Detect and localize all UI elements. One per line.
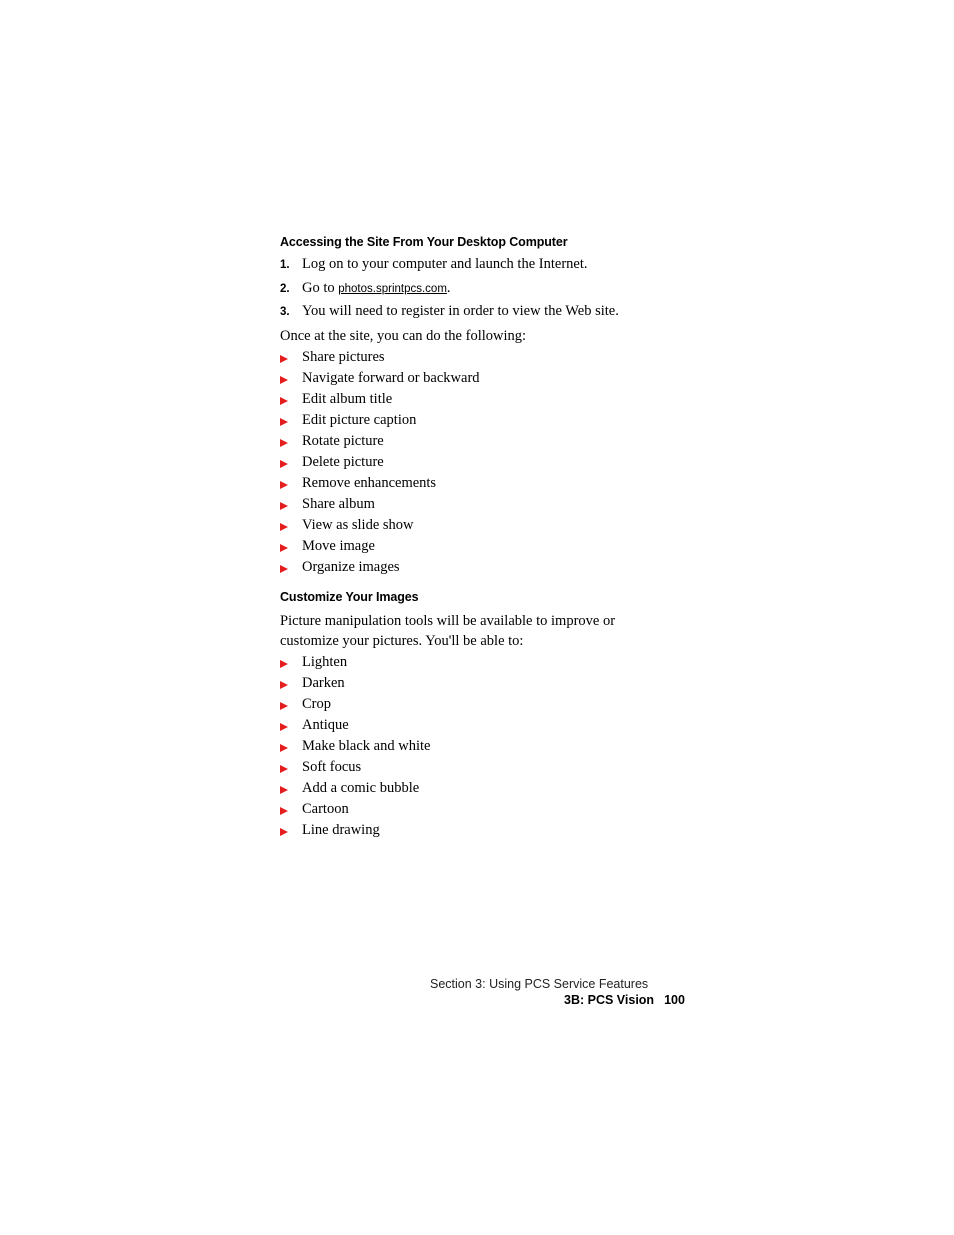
step-3 xyxy=(280,303,619,320)
step-number: 2. xyxy=(280,283,290,295)
right-triangle-icon xyxy=(280,723,288,731)
customize-paragraph: Picture manipulation tools will be available to improve or customize your pictures. You'll be able to: xyxy=(280,613,616,649)
footer-chapter-line xyxy=(564,993,685,1007)
right-triangle-icon xyxy=(280,439,288,447)
right-triangle-icon xyxy=(280,397,288,405)
right-triangle-icon xyxy=(280,460,288,468)
right-triangle-icon xyxy=(280,807,288,815)
right-triangle-icon xyxy=(280,828,288,836)
right-triangle-icon xyxy=(280,502,288,510)
footer-chapter: 3B: PCS Vision xyxy=(564,993,655,1007)
right-triangle-icon xyxy=(280,786,288,794)
footer-section-line: Section 3: Using PCS Service Features xyxy=(430,977,649,991)
photos-site-link[interactable]: photos.sprintpcs.com xyxy=(338,283,447,295)
right-triangle-icon xyxy=(280,523,288,531)
right-triangle-icon xyxy=(280,765,288,773)
step-1 xyxy=(280,256,587,273)
right-triangle-icon xyxy=(280,481,288,489)
right-triangle-icon xyxy=(280,418,288,426)
section-heading-accessing-site: Accessing the Site From Your Desktop Computer xyxy=(280,235,568,249)
document-page: Accessing the Site From Your Desktop Computer 1. Log on to your computer and launch the Internet. 2. Go to photos.sprintpcs.com. 3. You will need to register in order to view the Web site. Once at the site, you can do the following: Share pictures Navigate forward or backward Edit album title Edit picture caption Rotate picture Delete picture Remove enhancements Share album View as slide show Move image Organize images Customize Your Images Picture manipulation tools will be available to improve or customize your pictures. You'll be able to: Lighten Darken Crop Antique Make black and white Soft focus Add a comic bubble Cartoon Line drawing Section 3: Using PCS Service Features 3B: PCS Vision 100 xyxy=(280,235,685,1007)
step-text: Log on to your computer and launch the Internet. xyxy=(302,256,588,272)
right-triangle-icon xyxy=(280,376,288,384)
right-triangle-icon xyxy=(280,565,288,573)
right-triangle-icon xyxy=(280,744,288,752)
right-triangle-icon xyxy=(280,355,288,363)
step-number: 3. xyxy=(280,306,290,318)
right-triangle-icon xyxy=(280,544,288,552)
right-triangle-icon xyxy=(280,681,288,689)
section-heading-customize-images: Customize Your Images xyxy=(280,590,419,604)
page-number: 100 xyxy=(664,993,685,1007)
right-triangle-icon xyxy=(280,660,288,668)
step-text-suffix: . xyxy=(446,280,451,296)
right-triangle-icon xyxy=(280,702,288,710)
intro-paragraph: Once at the site, you can do the following: xyxy=(280,328,527,344)
step-text-prefix: Go to xyxy=(302,280,339,296)
step-2 xyxy=(280,280,451,297)
step-number: 1. xyxy=(280,259,290,271)
step-text: You will need to register in order to view the Web site. xyxy=(302,303,619,319)
